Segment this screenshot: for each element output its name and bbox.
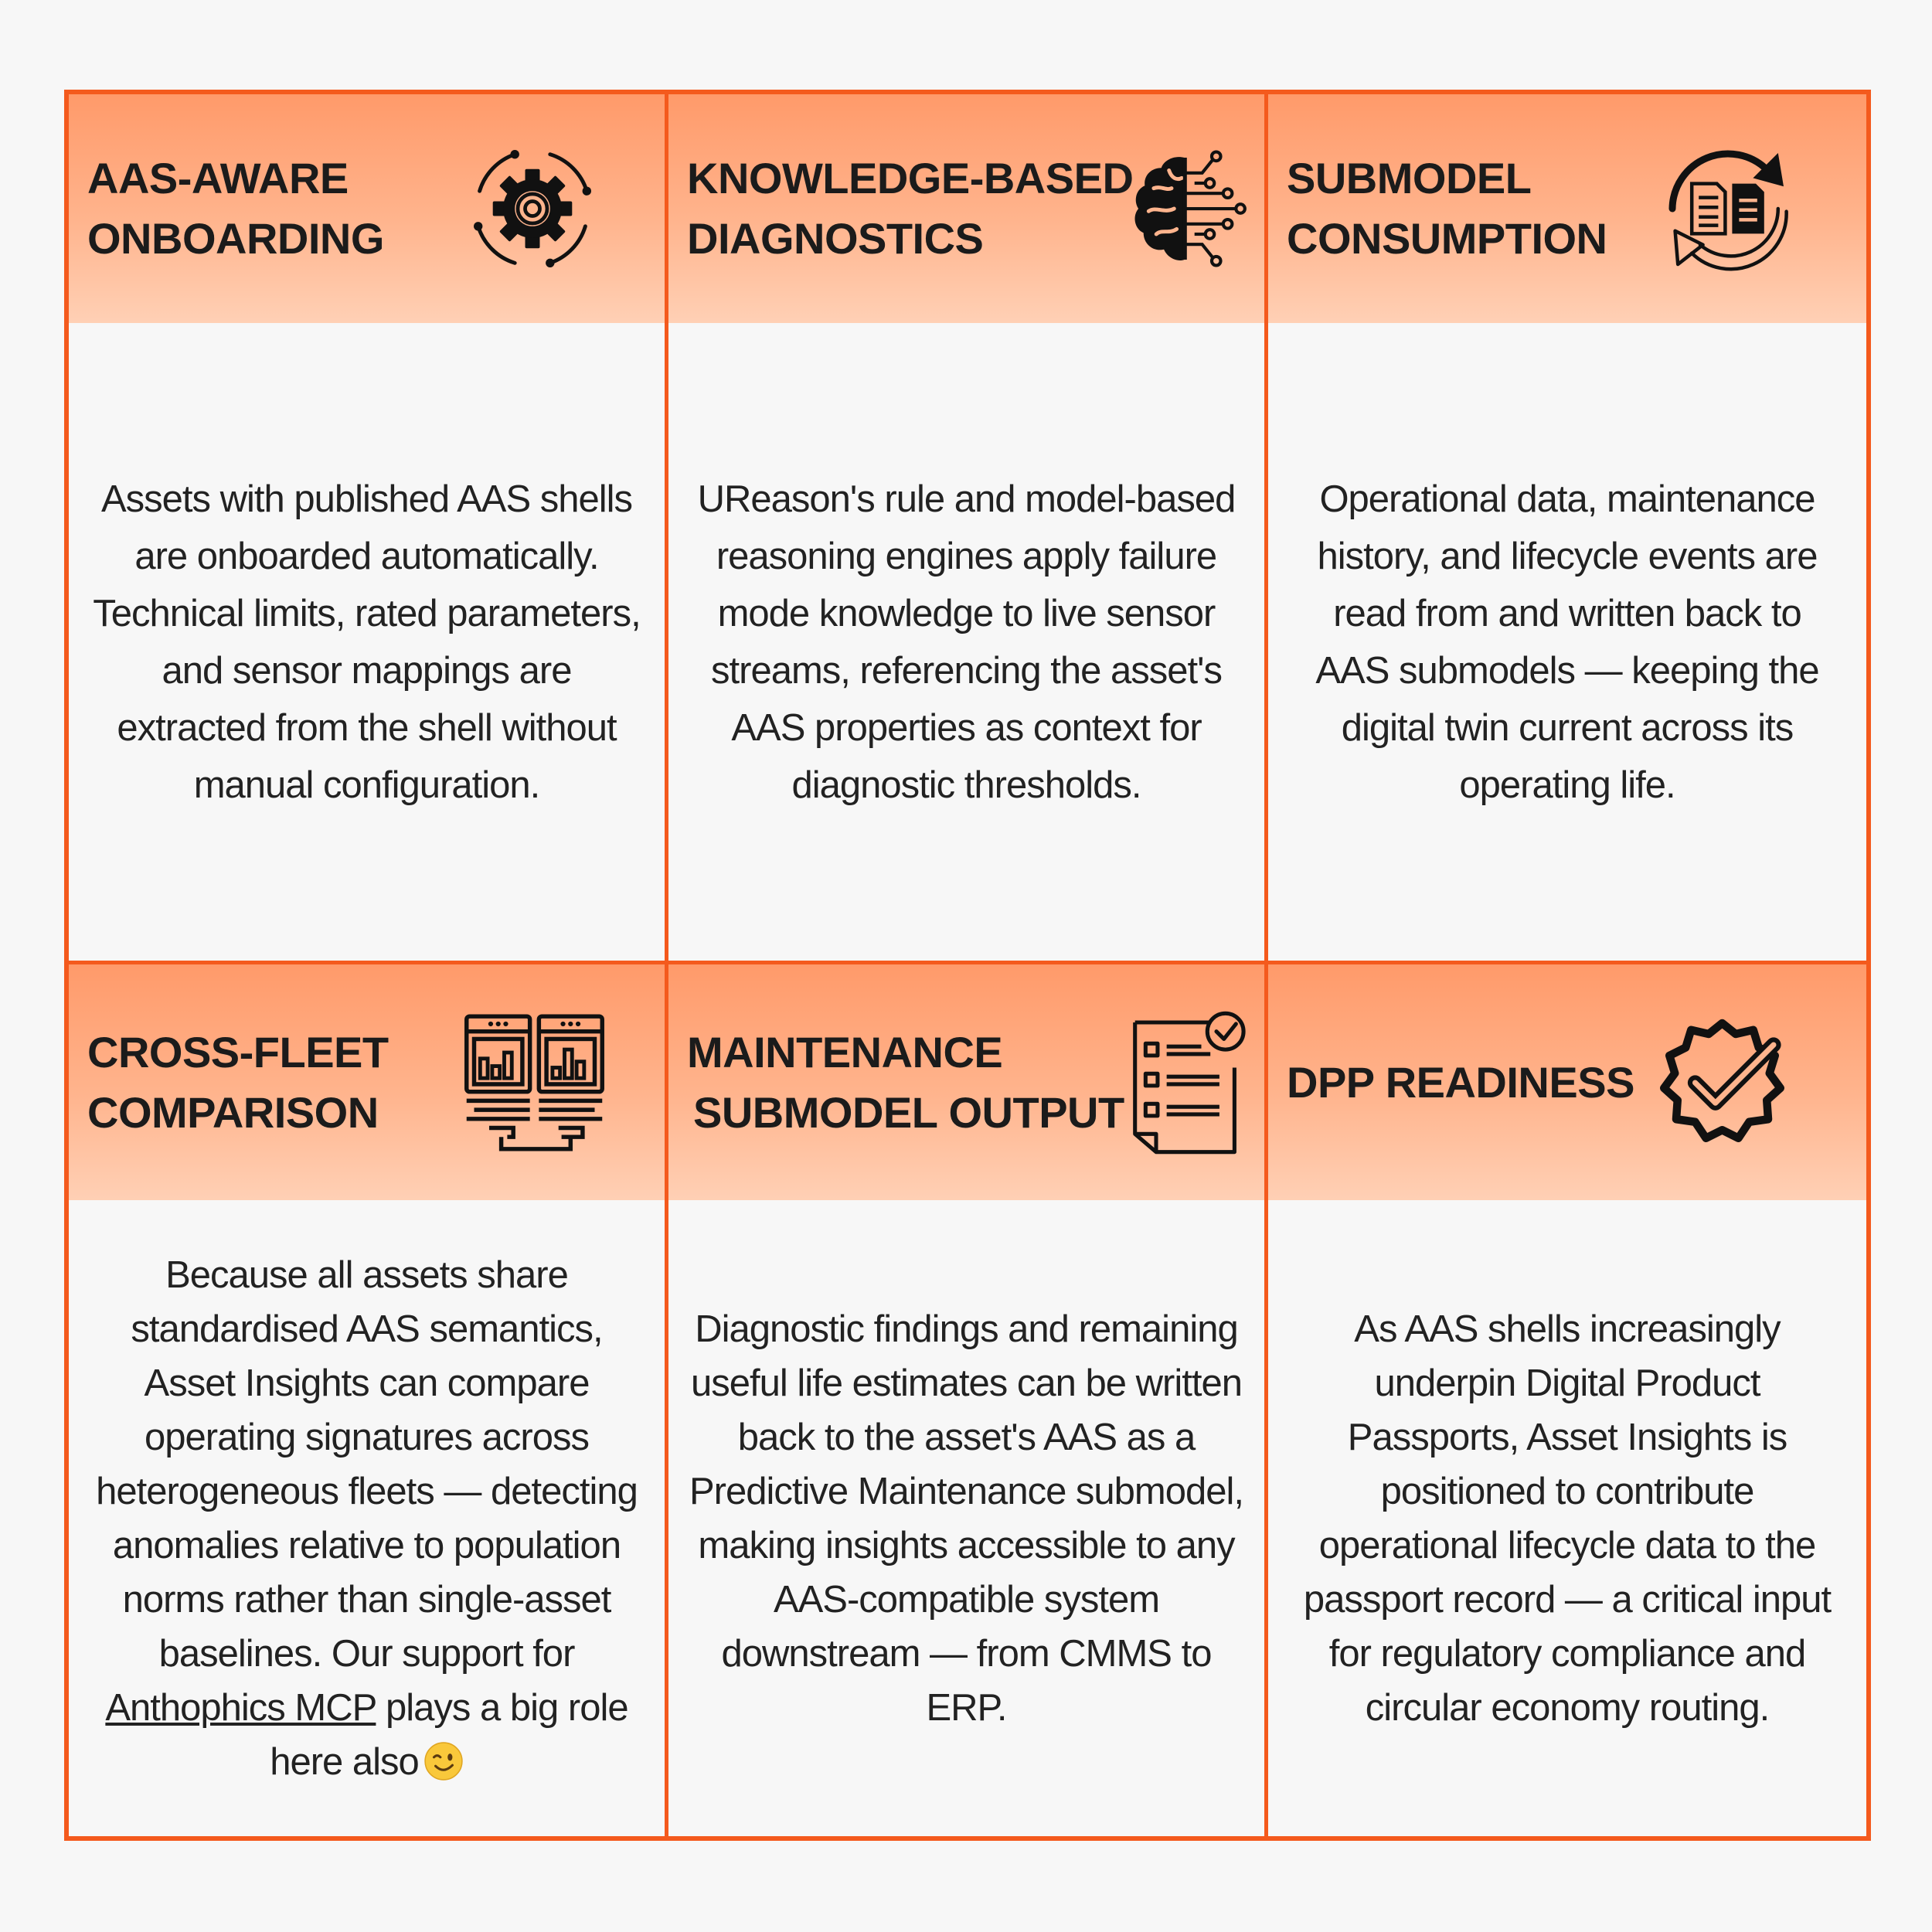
card-dpp-readiness [1268, 964, 1866, 1836]
card-body [668, 323, 1264, 961]
card-title: DPP READINESS [1287, 1057, 1634, 1107]
card-title: CROSS-FLEET COMPARISON [87, 1027, 389, 1137]
gear-cycle-icon [459, 135, 606, 282]
dashboard-compare-icon [459, 1007, 610, 1158]
brain-circuit-icon [1121, 145, 1248, 273]
card-header [69, 94, 665, 323]
card-title: MAINTENANCE SUBMODEL OUTPUT [687, 1027, 1124, 1137]
card-description: UReason's rule and model-based reasoning engines apply failure mode knowledge to live sensor streams, referencing the asset's AAS properties as context for diagnostic thresholds. [697, 478, 1236, 806]
card-description: Assets with published AAS shells are onboarded automatically. Technical limits, rated parameters, and sensor mappings are extracted from the shell without manual configuration. [93, 478, 641, 806]
card-cross-fleet-comparison [69, 964, 668, 1836]
card-body [1268, 1200, 1866, 1836]
card-body [69, 1200, 665, 1836]
card-header [1268, 964, 1866, 1200]
anthophics-mcp-link[interactable]: Anthophics MCP [105, 1686, 376, 1729]
card-title: SUBMODEL CONSUMPTION [1287, 154, 1607, 263]
winking-face-icon [423, 1741, 464, 1781]
document-sync-icon [1658, 139, 1798, 278]
card-body [69, 323, 665, 961]
card-aas-aware-onboarding [69, 94, 668, 964]
card-maintenance-submodel-output [668, 964, 1268, 1836]
feature-grid [64, 90, 1871, 1841]
card-title: KNOWLEDGE-BASED DIAGNOSTICS [687, 154, 1134, 263]
card-description: Diagnostic findings and remaining useful life estimates can be written back to the asset's AAS as a Predictive Maintenance submodel, making insights accessible to any AAS-compatible system downstream — from CMMS to ERP. [689, 1308, 1244, 1729]
card-header [69, 964, 665, 1200]
card-knowledge-based-diagnostics [668, 94, 1268, 964]
card-header [1268, 94, 1866, 323]
card-description: As AAS shells increasingly underpin Digital Product Passports, Asset Insights is positioned to contribute operational lifecycle data to the passport record — a critical input for regulatory compliance and circular economy routing. [1303, 1308, 1832, 1729]
badge-check-icon [1655, 1015, 1790, 1150]
card-description: Operational data, maintenance history, and lifecycle events are read from and written back to AAS submodels — keeping the digital twin current across its operating life. [1315, 478, 1819, 806]
card-header [668, 964, 1264, 1200]
card-title: AAS-AWARE ONBOARDING [87, 154, 384, 263]
card-body [1268, 323, 1866, 961]
checklist-icon [1124, 1007, 1248, 1158]
card-header [668, 94, 1264, 323]
card-description: Because all assets share standardised AAS semantics, Asset Insights can compare operating signatures across heterogeneous fleets — detecting anomalies relative to population norms rather than single-asset baselines. Our support for Anthophics MCP plays a big role here also [96, 1253, 638, 1783]
card-submodel-consumption [1268, 94, 1866, 964]
card-body [668, 1200, 1264, 1836]
